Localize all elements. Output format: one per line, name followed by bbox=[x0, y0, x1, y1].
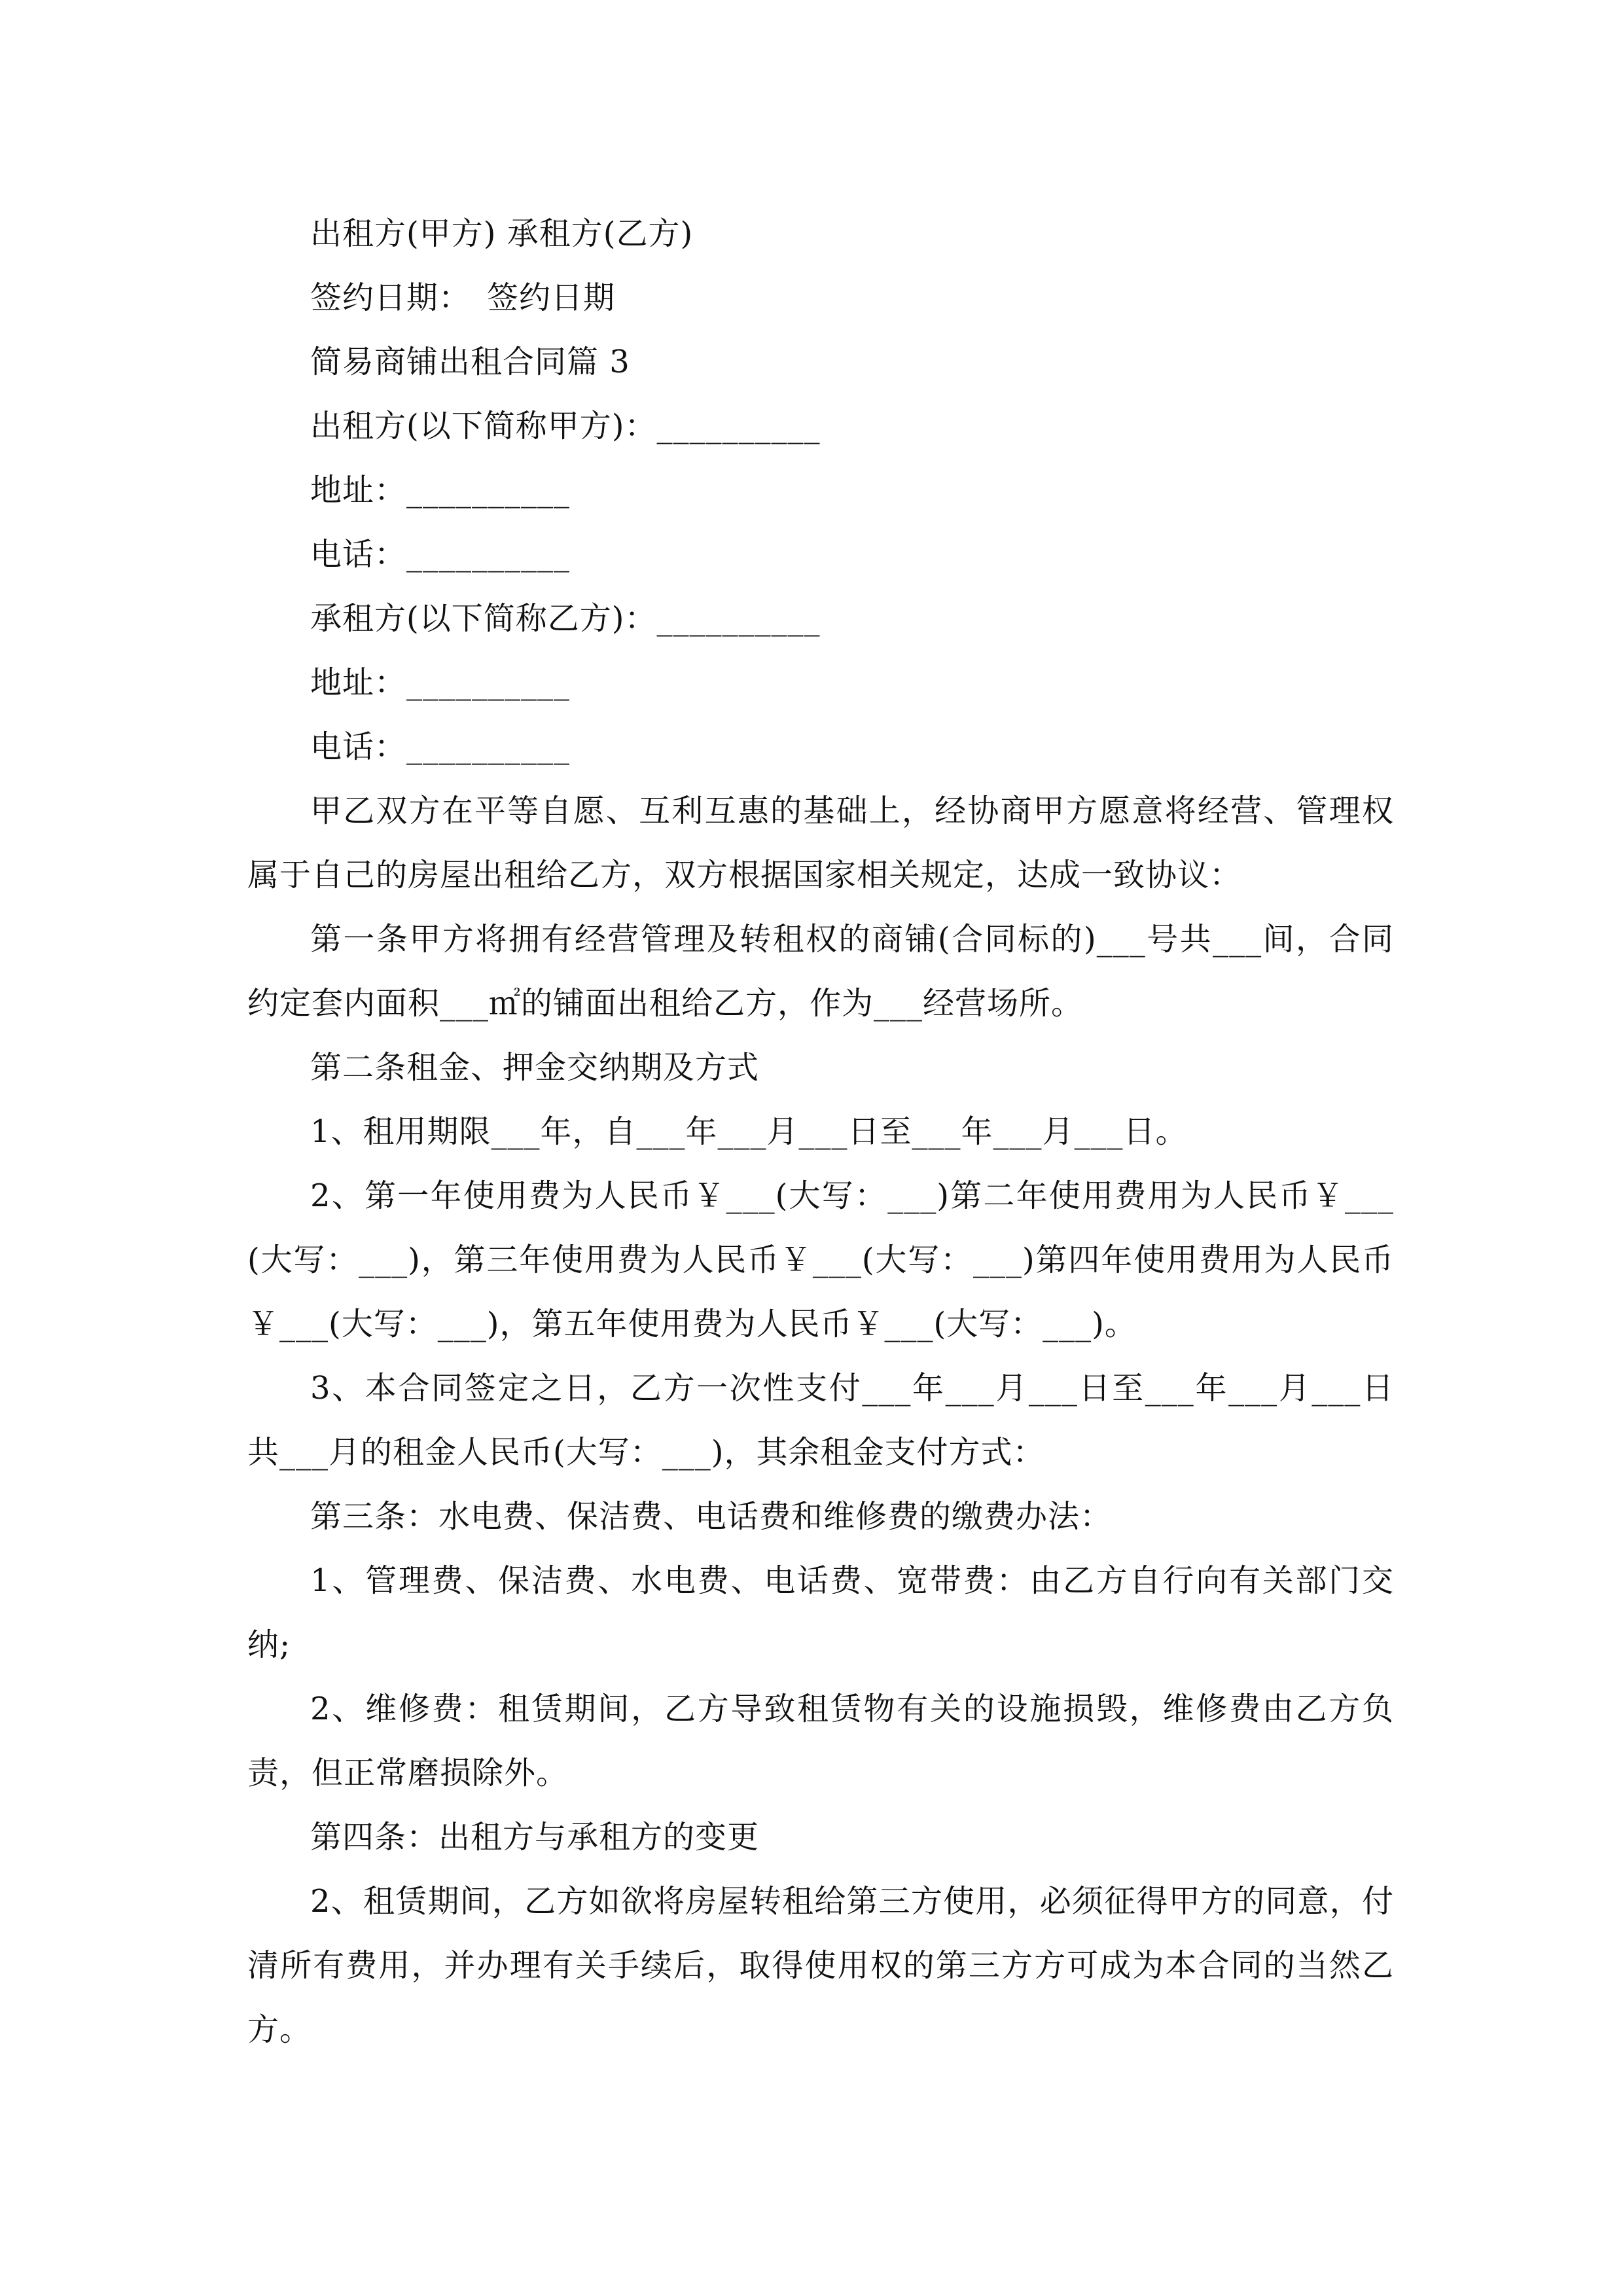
lessor-address-line: 地址：__________ bbox=[310, 472, 571, 509]
lessor-phone-line: 电话：__________ bbox=[310, 536, 571, 573]
section-title: 简易商铺出租合同篇 3 bbox=[310, 344, 630, 380]
article-3-heading: 第三条：水电费、保洁费、电话费和维修费的缴费办法： bbox=[310, 1498, 1113, 1535]
lessee-line: 承租方(以下简称乙方)：__________ bbox=[310, 600, 821, 637]
lessor-line: 出租方(以下简称甲方)：__________ bbox=[310, 408, 821, 444]
document-body bbox=[247, 202, 1394, 2062]
sign-date-line: 签约日期： 签约日期 bbox=[310, 279, 616, 316]
parties-line: 出租方(甲方) 承租方(乙方) bbox=[310, 215, 694, 252]
article-2-heading: 第二条租金、押金交纳期及方式 bbox=[310, 1049, 760, 1086]
article-4-heading: 第四条：出租方与承租方的变更 bbox=[310, 1819, 760, 1856]
article-2-item-2: 2、第一年使用费为人民币￥___(大写：___)第二年使用费用为人民币￥___(大写：___)，第三年使用费为人民币￥___(大写：___)第四年使用费用为人民币￥___(大写：___)，第五年使用费为人民币￥___(大写：___)。 bbox=[247, 1177, 1394, 1342]
lessee-address-line: 地址：__________ bbox=[310, 664, 571, 701]
article-2-item-3: 3、本合同签定之日，乙方一次性支付___年___月___日至___年___月___日共___月的租金人民币(大写：___)，其余租金支付方式： bbox=[247, 1370, 1394, 1471]
intro-paragraph: 甲乙双方在平等自愿、互利互惠的基础上，经协商甲方愿意将经营、管理权属于自己的房屋出租给乙方，双方根据国家相关规定，达成一致协议： bbox=[247, 793, 1394, 893]
article-2-item-1: 1、租用期限___年，自___年___月___日至___年___月___日。 bbox=[310, 1113, 1188, 1150]
article-3-item-2: 2、维修费：租赁期间，乙方导致租赁物有关的设施损毁，维修费由乙方负责，但正常磨损除外。 bbox=[247, 1691, 1394, 1791]
article-1-paragraph: 第一条甲方将拥有经营管理及转租权的商铺(合同标的)___号共___间，合同约定套内面积___㎡的铺面出租给乙方，作为___经营场所。 bbox=[247, 921, 1394, 1022]
lessee-phone-line: 电话：__________ bbox=[310, 728, 571, 765]
article-4-item-2: 2、租赁期间，乙方如欲将房屋转租给第三方使用，必须征得甲方的同意，付清所有费用，并办理有关手续后，取得使用权的第三方方可成为本合同的当然乙方。 bbox=[247, 1883, 1394, 2048]
article-3-item-1: 1、管理费、保洁费、水电费、电话费、宽带费：由乙方自行向有关部门交纳; bbox=[247, 1562, 1394, 1663]
